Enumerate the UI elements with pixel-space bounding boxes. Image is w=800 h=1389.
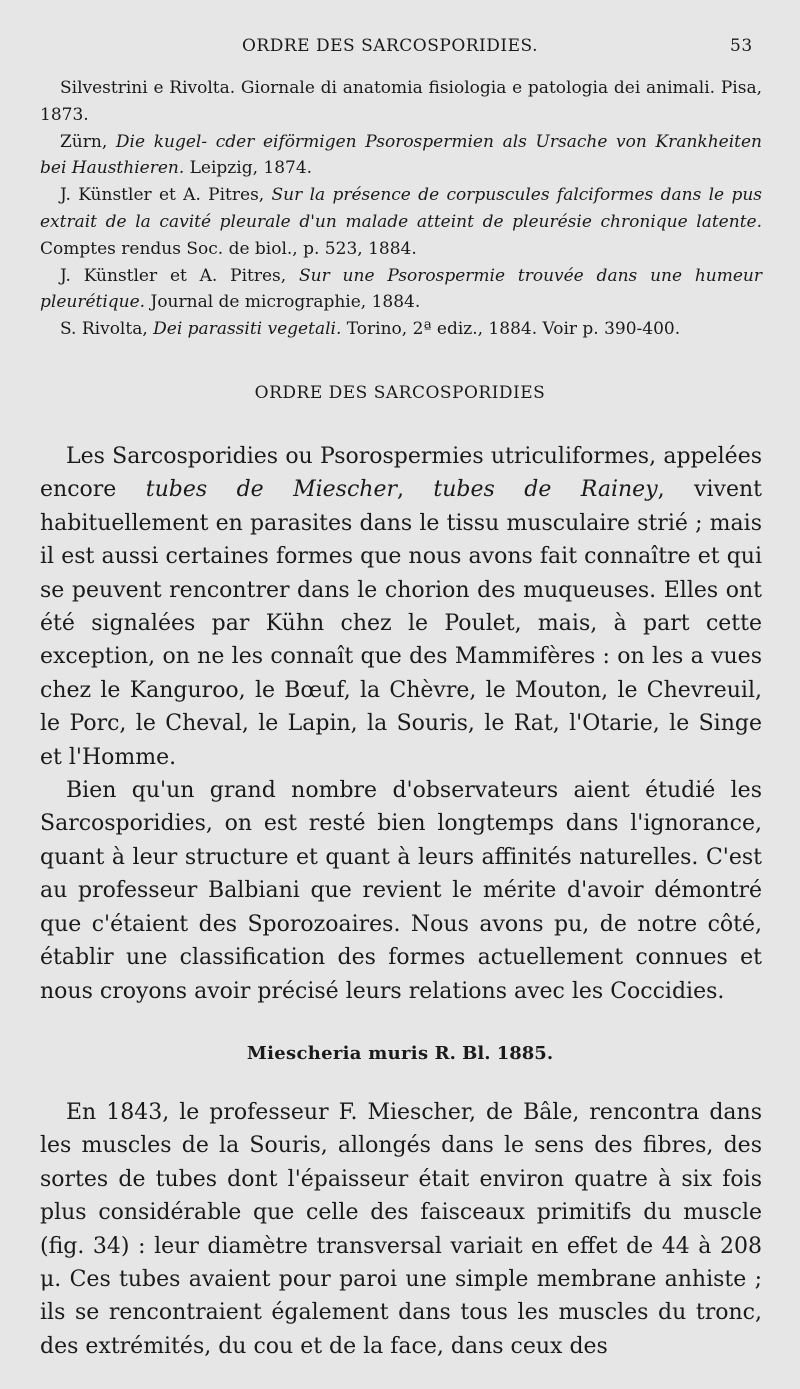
section-heading: ORDRE DES SARCOSPORIDIES [254, 383, 546, 403]
species-authority: R. Bl. 1885. [428, 1043, 554, 1064]
bibliography-entry [40, 129, 762, 183]
italic-term: tubes de Miescher [145, 477, 397, 503]
entry-publication: Leipzig, 1874. [184, 158, 313, 179]
entry-publication: Comptes rendus Soc. de biol., p. 523, 1884. [40, 238, 417, 259]
running-title: ORDRE DES SARCOSPORIDIES. [242, 36, 538, 56]
bibliography-entry [40, 263, 762, 317]
bibliography-entry [40, 316, 762, 343]
entry-title: Sur une Psorospermie trouvée dans une humeur pleurétique. [40, 265, 763, 313]
entry-title: Die kugel- cder eiförmigen Psorospermien als Ursache von Krankheiten bei Hausthieren. [40, 131, 762, 179]
entry-publication: Journal de micrographie, 1884. [145, 292, 421, 313]
entry-authors: S. Rivolta, [60, 319, 154, 340]
species-name: Miescheria muris [246, 1043, 429, 1064]
entry-authors: J. Künstler et A. Pitres, [60, 185, 272, 206]
page-header [0, 36, 800, 62]
entry-authors: Silvestrini e Rivolta. [60, 78, 236, 98]
species-text [40, 1096, 762, 1363]
species-heading [0, 1043, 800, 1064]
entry-authors: Zürn, [60, 131, 116, 152]
page-number: 53 [730, 36, 753, 56]
entry-title: Sur la présence de corpuscules falciformes dans le pus extrait de la cavité pleurale d'un malade atteint de pleurésie chronique latente. [40, 185, 763, 232]
bibliography-list [40, 75, 762, 343]
paragraph: Bien qu'un grand nombre d'observateurs aient étudié les Sarcosporidies, on est resté bien longtemps dans l'ignorance, quant à leur structure et quant à leurs affinités naturelles. C'est au professeur Balbiani que revient le mérite d'avoir démontré que c'étaient des Sporozoaires. Nous avons pu, de notre côté, établir une classification des formes actuellement connues et nous croyons avoir précisé leurs relations avec les Coccidies. [40, 778, 762, 1004]
main-text [40, 440, 762, 1008]
text-run: , [397, 477, 434, 503]
entry-title: Dei parassiti vegetali. [153, 319, 342, 340]
bibliography-entry [40, 182, 762, 262]
text-run: , vivent habituellement en parasites dans le tissu musculaire strié ; mais il est aussi certaines formes que nous avons fait connaître et qui se peuvent rencontrer dans le chorion des muqueuses. Elles ont été signalées par Kühn chez le Poulet, mais, à part cette exception, on ne les connaît que des Mammifères : on les a vues chez le Kanguroo, le Bœuf, la Chèvre, le Mouton, le Chevreuil, le Porc, le Cheval, le Lapin, la Souris, le Rat, l'Otarie, le Singe et l'Homme. [40, 477, 762, 770]
entry-publication: Torino, 2ª ediz., 1884. Voir p. 390-400. [341, 319, 681, 340]
entry-publication: Giornale di anatomia fisiologia e patologia dei animali. Pisa, 1873. [40, 78, 762, 125]
text-run: Les Sarcosporidies ou Psorospermies utriculiformes, appelées encore [40, 444, 762, 503]
bibliography-entry [40, 75, 762, 129]
paragraph: En 1843, le professeur F. Miescher, de Bâle, rencontra dans les muscles de la Souris, allongés dans le sens des fibres, des sortes de tubes dont l'épaisseur était environ quatre à six fois plus considérable que celle des faisceaux primitifs du muscle (fig. 34) : leur diamètre transversal variait en effet de 44 à 208 μ. Ces tubes avaient pour paroi une simple membrane anhiste ; ils se rencontraient également dans tous les muscles du tronc, des extrémités, du cou et de la face, dans ceux des [40, 1100, 762, 1359]
entry-authors: J. Künstler et A. Pitres, [60, 265, 300, 286]
paragraph [40, 440, 762, 774]
italic-term: tubes de Rainey [433, 477, 658, 503]
